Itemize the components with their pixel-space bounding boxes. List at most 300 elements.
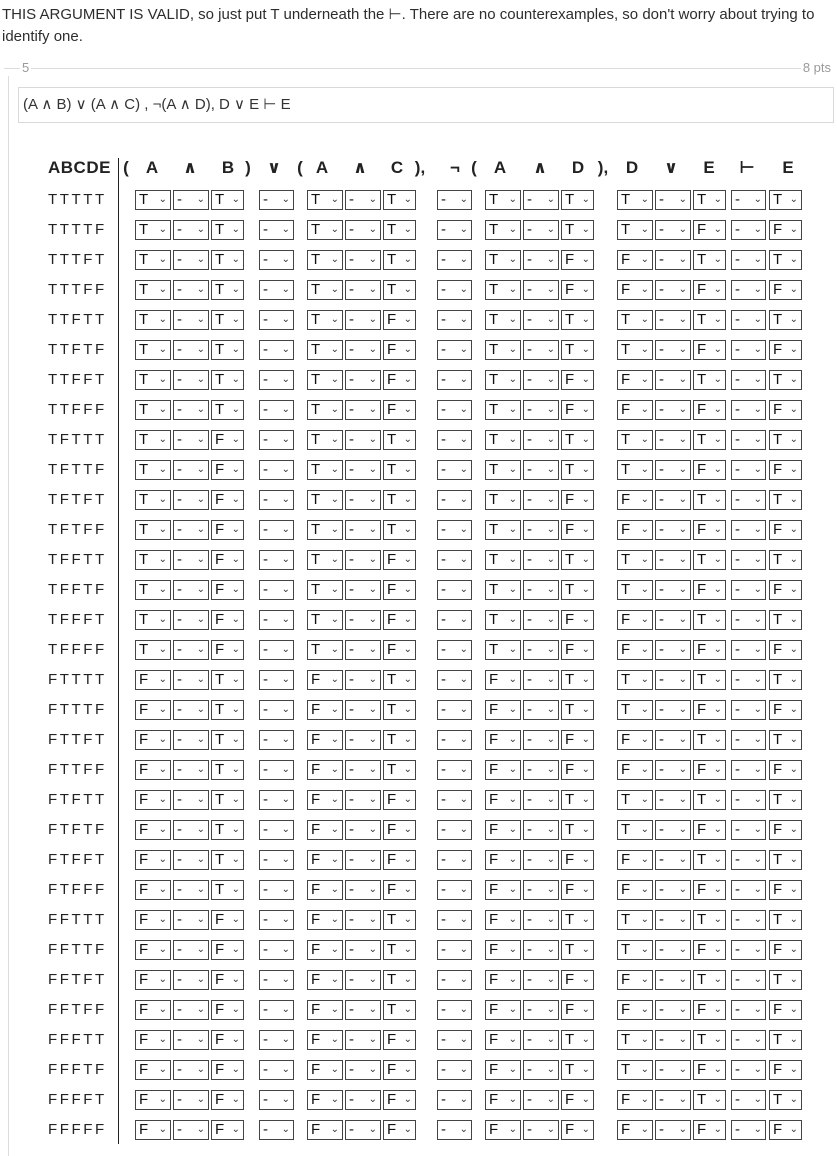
truth-value-dropdown[interactable] [731,1060,766,1080]
truth-value-dropdown[interactable] [769,700,802,720]
truth-value-dropdown[interactable] [693,1060,726,1080]
truth-value-dropdown[interactable] [307,910,343,930]
truth-value-dropdown[interactable] [383,400,416,420]
truth-value-dropdown[interactable] [383,820,416,840]
truth-value-dropdown[interactable] [307,970,343,990]
truth-value-dropdown[interactable] [307,730,343,750]
truth-value-dropdown[interactable] [259,940,294,960]
truth-value-dropdown[interactable] [173,430,209,450]
truth-value-dropdown[interactable] [259,820,294,840]
truth-value-dropdown[interactable] [173,340,209,360]
truth-value-dropdown[interactable] [731,550,766,570]
truth-value-dropdown[interactable] [135,190,171,210]
truth-value-dropdown[interactable] [211,310,244,330]
truth-value-dropdown[interactable] [307,340,343,360]
truth-value-dropdown[interactable] [211,910,244,930]
truth-value-dropdown[interactable] [693,1030,726,1050]
truth-value-dropdown[interactable] [135,880,171,900]
truth-value-dropdown[interactable] [135,1000,171,1020]
truth-value-dropdown[interactable] [383,550,416,570]
truth-value-dropdown[interactable] [523,700,559,720]
truth-value-dropdown[interactable] [383,250,416,270]
truth-value-dropdown[interactable] [259,1090,294,1110]
truth-value-dropdown[interactable] [437,310,472,330]
truth-value-dropdown[interactable] [693,460,726,480]
truth-value-dropdown[interactable] [655,460,691,480]
truth-value-dropdown[interactable] [617,610,653,630]
truth-value-dropdown[interactable] [307,580,343,600]
truth-value-dropdown[interactable] [259,730,294,750]
truth-value-dropdown[interactable] [561,460,594,480]
truth-value-dropdown[interactable] [693,940,726,960]
truth-value-dropdown[interactable] [485,460,521,480]
truth-value-dropdown[interactable] [693,850,726,870]
truth-value-dropdown[interactable] [135,760,171,780]
truth-value-dropdown[interactable] [769,190,802,210]
truth-value-dropdown[interactable] [693,1000,726,1020]
truth-value-dropdown[interactable] [769,460,802,480]
truth-value-dropdown[interactable] [307,190,343,210]
truth-value-dropdown[interactable] [731,910,766,930]
truth-value-dropdown[interactable] [345,370,381,390]
truth-value-dropdown[interactable] [655,370,691,390]
truth-value-dropdown[interactable] [259,850,294,870]
truth-value-dropdown[interactable] [731,460,766,480]
truth-value-dropdown[interactable] [135,940,171,960]
truth-value-dropdown[interactable] [693,340,726,360]
truth-value-dropdown[interactable] [485,280,521,300]
truth-value-dropdown[interactable] [437,580,472,600]
truth-value-dropdown[interactable] [383,430,416,450]
truth-value-dropdown[interactable] [731,580,766,600]
truth-value-dropdown[interactable] [345,520,381,540]
truth-value-dropdown[interactable] [655,880,691,900]
truth-value-dropdown[interactable] [731,430,766,450]
truth-value-dropdown[interactable] [437,400,472,420]
truth-value-dropdown[interactable] [173,520,209,540]
truth-value-dropdown[interactable] [173,400,209,420]
truth-value-dropdown[interactable] [173,910,209,930]
truth-value-dropdown[interactable] [173,850,209,870]
truth-value-dropdown[interactable] [173,280,209,300]
truth-value-dropdown[interactable] [259,550,294,570]
truth-value-dropdown[interactable] [437,220,472,240]
truth-value-dropdown[interactable] [617,550,653,570]
truth-value-dropdown[interactable] [485,760,521,780]
truth-value-dropdown[interactable] [383,850,416,870]
truth-value-dropdown[interactable] [135,700,171,720]
truth-value-dropdown[interactable] [135,460,171,480]
truth-value-dropdown[interactable] [307,280,343,300]
truth-value-dropdown[interactable] [259,610,294,630]
truth-value-dropdown[interactable] [135,820,171,840]
truth-value-dropdown[interactable] [173,250,209,270]
truth-value-dropdown[interactable] [307,610,343,630]
truth-value-dropdown[interactable] [259,1000,294,1020]
truth-value-dropdown[interactable] [485,190,521,210]
truth-value-dropdown[interactable] [173,550,209,570]
truth-value-dropdown[interactable] [523,970,559,990]
truth-value-dropdown[interactable] [561,550,594,570]
truth-value-dropdown[interactable] [485,550,521,570]
truth-value-dropdown[interactable] [769,1060,802,1080]
truth-value-dropdown[interactable] [135,250,171,270]
truth-value-dropdown[interactable] [769,970,802,990]
truth-value-dropdown[interactable] [523,280,559,300]
truth-value-dropdown[interactable] [769,790,802,810]
truth-value-dropdown[interactable] [345,700,381,720]
truth-value-dropdown[interactable] [259,670,294,690]
truth-value-dropdown[interactable] [523,490,559,510]
truth-value-dropdown[interactable] [135,730,171,750]
truth-value-dropdown[interactable] [345,220,381,240]
truth-value-dropdown[interactable] [693,1090,726,1110]
truth-value-dropdown[interactable] [135,280,171,300]
truth-value-dropdown[interactable] [693,490,726,510]
truth-value-dropdown[interactable] [437,550,472,570]
truth-value-dropdown[interactable] [561,610,594,630]
truth-value-dropdown[interactable] [345,760,381,780]
truth-value-dropdown[interactable] [135,580,171,600]
truth-value-dropdown[interactable] [485,250,521,270]
truth-value-dropdown[interactable] [617,940,653,960]
truth-value-dropdown[interactable] [345,610,381,630]
truth-value-dropdown[interactable] [383,280,416,300]
truth-value-dropdown[interactable] [211,430,244,450]
truth-value-dropdown[interactable] [211,250,244,270]
truth-value-dropdown[interactable] [173,1060,209,1080]
truth-value-dropdown[interactable] [211,1090,244,1110]
truth-value-dropdown[interactable] [693,1120,726,1140]
truth-value-dropdown[interactable] [655,220,691,240]
truth-value-dropdown[interactable] [345,1030,381,1050]
truth-value-dropdown[interactable] [731,1090,766,1110]
truth-value-dropdown[interactable] [769,580,802,600]
truth-value-dropdown[interactable] [307,1030,343,1050]
truth-value-dropdown[interactable] [485,670,521,690]
truth-value-dropdown[interactable] [485,370,521,390]
truth-value-dropdown[interactable] [485,430,521,450]
truth-value-dropdown[interactable] [523,910,559,930]
truth-value-dropdown[interactable] [307,670,343,690]
truth-value-dropdown[interactable] [173,700,209,720]
truth-value-dropdown[interactable] [383,910,416,930]
truth-value-dropdown[interactable] [617,850,653,870]
truth-value-dropdown[interactable] [211,1120,244,1140]
truth-value-dropdown[interactable] [485,340,521,360]
truth-value-dropdown[interactable] [561,310,594,330]
truth-value-dropdown[interactable] [485,610,521,630]
truth-value-dropdown[interactable] [731,1120,766,1140]
truth-value-dropdown[interactable] [211,640,244,660]
truth-value-dropdown[interactable] [655,580,691,600]
truth-value-dropdown[interactable] [259,430,294,450]
truth-value-dropdown[interactable] [617,880,653,900]
truth-value-dropdown[interactable] [561,910,594,930]
truth-value-dropdown[interactable] [617,370,653,390]
truth-value-dropdown[interactable] [523,850,559,870]
truth-value-dropdown[interactable] [769,820,802,840]
truth-value-dropdown[interactable] [523,1030,559,1050]
truth-value-dropdown[interactable] [485,400,521,420]
truth-value-dropdown[interactable] [345,940,381,960]
truth-value-dropdown[interactable] [561,430,594,450]
truth-value-dropdown[interactable] [731,640,766,660]
truth-value-dropdown[interactable] [211,280,244,300]
truth-value-dropdown[interactable] [345,340,381,360]
truth-value-dropdown[interactable] [655,640,691,660]
truth-value-dropdown[interactable] [437,370,472,390]
truth-value-dropdown[interactable] [173,790,209,810]
truth-value-dropdown[interactable] [655,1060,691,1080]
truth-value-dropdown[interactable] [523,430,559,450]
truth-value-dropdown[interactable] [259,880,294,900]
truth-value-dropdown[interactable] [307,370,343,390]
truth-value-dropdown[interactable] [523,190,559,210]
truth-value-dropdown[interactable] [307,700,343,720]
truth-value-dropdown[interactable] [259,190,294,210]
truth-value-dropdown[interactable] [173,580,209,600]
truth-value-dropdown[interactable] [655,1090,691,1110]
truth-value-dropdown[interactable] [173,460,209,480]
truth-value-dropdown[interactable] [259,370,294,390]
truth-value-dropdown[interactable] [135,430,171,450]
truth-value-dropdown[interactable] [523,220,559,240]
truth-value-dropdown[interactable] [383,1000,416,1020]
truth-value-dropdown[interactable] [307,550,343,570]
truth-value-dropdown[interactable] [211,460,244,480]
truth-value-dropdown[interactable] [655,730,691,750]
truth-value-dropdown[interactable] [769,400,802,420]
truth-value-dropdown[interactable] [345,280,381,300]
truth-value-dropdown[interactable] [693,640,726,660]
truth-value-dropdown[interactable] [561,940,594,960]
truth-value-dropdown[interactable] [437,610,472,630]
truth-value-dropdown[interactable] [655,430,691,450]
truth-value-dropdown[interactable] [345,820,381,840]
truth-value-dropdown[interactable] [173,1120,209,1140]
truth-value-dropdown[interactable] [693,430,726,450]
truth-value-dropdown[interactable] [259,310,294,330]
truth-value-dropdown[interactable] [523,370,559,390]
truth-value-dropdown[interactable] [211,610,244,630]
truth-value-dropdown[interactable] [259,580,294,600]
truth-value-dropdown[interactable] [769,220,802,240]
truth-value-dropdown[interactable] [655,670,691,690]
truth-value-dropdown[interactable] [259,220,294,240]
truth-value-dropdown[interactable] [307,1000,343,1020]
truth-value-dropdown[interactable] [731,400,766,420]
truth-value-dropdown[interactable] [135,670,171,690]
truth-value-dropdown[interactable] [693,580,726,600]
truth-value-dropdown[interactable] [135,220,171,240]
truth-value-dropdown[interactable] [561,640,594,660]
truth-value-dropdown[interactable] [307,790,343,810]
truth-value-dropdown[interactable] [345,1120,381,1140]
truth-value-dropdown[interactable] [345,790,381,810]
truth-value-dropdown[interactable] [307,1120,343,1140]
truth-value-dropdown[interactable] [693,790,726,810]
truth-value-dropdown[interactable] [523,340,559,360]
truth-value-dropdown[interactable] [485,700,521,720]
truth-value-dropdown[interactable] [693,910,726,930]
truth-value-dropdown[interactable] [523,820,559,840]
truth-value-dropdown[interactable] [485,310,521,330]
truth-value-dropdown[interactable] [437,250,472,270]
truth-value-dropdown[interactable] [617,970,653,990]
truth-value-dropdown[interactable] [561,820,594,840]
truth-value-dropdown[interactable] [523,400,559,420]
truth-value-dropdown[interactable] [561,340,594,360]
truth-value-dropdown[interactable] [173,310,209,330]
truth-value-dropdown[interactable] [437,1000,472,1020]
truth-value-dropdown[interactable] [437,190,472,210]
truth-value-dropdown[interactable] [383,580,416,600]
truth-value-dropdown[interactable] [485,1030,521,1050]
truth-value-dropdown[interactable] [485,490,521,510]
truth-value-dropdown[interactable] [383,640,416,660]
truth-value-dropdown[interactable] [617,1060,653,1080]
truth-value-dropdown[interactable] [769,430,802,450]
truth-value-dropdown[interactable] [769,340,802,360]
truth-value-dropdown[interactable] [173,490,209,510]
truth-value-dropdown[interactable] [135,970,171,990]
truth-value-dropdown[interactable] [211,790,244,810]
truth-value-dropdown[interactable] [307,490,343,510]
truth-value-dropdown[interactable] [769,490,802,510]
truth-value-dropdown[interactable] [307,520,343,540]
truth-value-dropdown[interactable] [655,250,691,270]
truth-value-dropdown[interactable] [731,490,766,510]
truth-value-dropdown[interactable] [211,370,244,390]
truth-value-dropdown[interactable] [437,280,472,300]
truth-value-dropdown[interactable] [485,970,521,990]
truth-value-dropdown[interactable] [307,760,343,780]
truth-value-dropdown[interactable] [731,940,766,960]
truth-value-dropdown[interactable] [617,730,653,750]
truth-value-dropdown[interactable] [769,550,802,570]
truth-value-dropdown[interactable] [655,1030,691,1050]
truth-value-dropdown[interactable] [617,760,653,780]
truth-value-dropdown[interactable] [259,700,294,720]
truth-value-dropdown[interactable] [655,490,691,510]
truth-value-dropdown[interactable] [437,340,472,360]
truth-value-dropdown[interactable] [693,970,726,990]
truth-value-dropdown[interactable] [135,310,171,330]
truth-value-dropdown[interactable] [345,580,381,600]
truth-value-dropdown[interactable] [693,820,726,840]
truth-value-dropdown[interactable] [437,670,472,690]
truth-value-dropdown[interactable] [693,370,726,390]
truth-value-dropdown[interactable] [135,340,171,360]
truth-value-dropdown[interactable] [485,520,521,540]
truth-value-dropdown[interactable] [437,460,472,480]
truth-value-dropdown[interactable] [769,940,802,960]
truth-value-dropdown[interactable] [307,250,343,270]
truth-value-dropdown[interactable] [383,490,416,510]
truth-value-dropdown[interactable] [259,520,294,540]
truth-value-dropdown[interactable] [307,310,343,330]
truth-value-dropdown[interactable] [617,820,653,840]
truth-value-dropdown[interactable] [617,250,653,270]
truth-value-dropdown[interactable] [693,550,726,570]
truth-value-dropdown[interactable] [383,760,416,780]
truth-value-dropdown[interactable] [731,310,766,330]
truth-value-dropdown[interactable] [523,790,559,810]
truth-value-dropdown[interactable] [307,940,343,960]
truth-value-dropdown[interactable] [173,940,209,960]
truth-value-dropdown[interactable] [259,640,294,660]
truth-value-dropdown[interactable] [693,520,726,540]
truth-value-dropdown[interactable] [211,850,244,870]
truth-value-dropdown[interactable] [561,1060,594,1080]
truth-value-dropdown[interactable] [135,610,171,630]
truth-value-dropdown[interactable] [259,1060,294,1080]
truth-value-dropdown[interactable] [437,970,472,990]
truth-value-dropdown[interactable] [173,970,209,990]
truth-value-dropdown[interactable] [485,220,521,240]
truth-value-dropdown[interactable] [731,850,766,870]
truth-value-dropdown[interactable] [617,490,653,510]
truth-value-dropdown[interactable] [383,610,416,630]
truth-value-dropdown[interactable] [655,760,691,780]
truth-value-dropdown[interactable] [135,550,171,570]
truth-value-dropdown[interactable] [485,1000,521,1020]
truth-value-dropdown[interactable] [523,250,559,270]
truth-value-dropdown[interactable] [693,700,726,720]
truth-value-dropdown[interactable] [383,970,416,990]
truth-value-dropdown[interactable] [173,1000,209,1020]
truth-value-dropdown[interactable] [135,1120,171,1140]
truth-value-dropdown[interactable] [523,670,559,690]
truth-value-dropdown[interactable] [561,1090,594,1110]
truth-value-dropdown[interactable] [135,370,171,390]
truth-value-dropdown[interactable] [731,370,766,390]
truth-value-dropdown[interactable] [561,790,594,810]
truth-value-dropdown[interactable] [485,910,521,930]
truth-value-dropdown[interactable] [383,340,416,360]
truth-value-dropdown[interactable] [135,490,171,510]
truth-value-dropdown[interactable] [345,640,381,660]
truth-value-dropdown[interactable] [135,640,171,660]
truth-value-dropdown[interactable] [561,1000,594,1020]
truth-value-dropdown[interactable] [769,310,802,330]
truth-value-dropdown[interactable] [345,730,381,750]
truth-value-dropdown[interactable] [383,880,416,900]
truth-value-dropdown[interactable] [561,580,594,600]
truth-value-dropdown[interactable] [769,520,802,540]
truth-value-dropdown[interactable] [307,1060,343,1080]
truth-value-dropdown[interactable] [655,190,691,210]
truth-value-dropdown[interactable] [259,1030,294,1050]
truth-value-dropdown[interactable] [259,400,294,420]
truth-value-dropdown[interactable] [655,520,691,540]
truth-value-dropdown[interactable] [211,490,244,510]
truth-value-dropdown[interactable] [437,520,472,540]
truth-value-dropdown[interactable] [437,1090,472,1110]
truth-value-dropdown[interactable] [617,910,653,930]
truth-value-dropdown[interactable] [655,610,691,630]
truth-value-dropdown[interactable] [211,940,244,960]
truth-value-dropdown[interactable] [345,190,381,210]
truth-value-dropdown[interactable] [693,190,726,210]
truth-value-dropdown[interactable] [345,880,381,900]
truth-value-dropdown[interactable] [731,670,766,690]
truth-value-dropdown[interactable] [345,1090,381,1110]
truth-value-dropdown[interactable] [731,730,766,750]
truth-value-dropdown[interactable] [617,700,653,720]
truth-value-dropdown[interactable] [693,400,726,420]
